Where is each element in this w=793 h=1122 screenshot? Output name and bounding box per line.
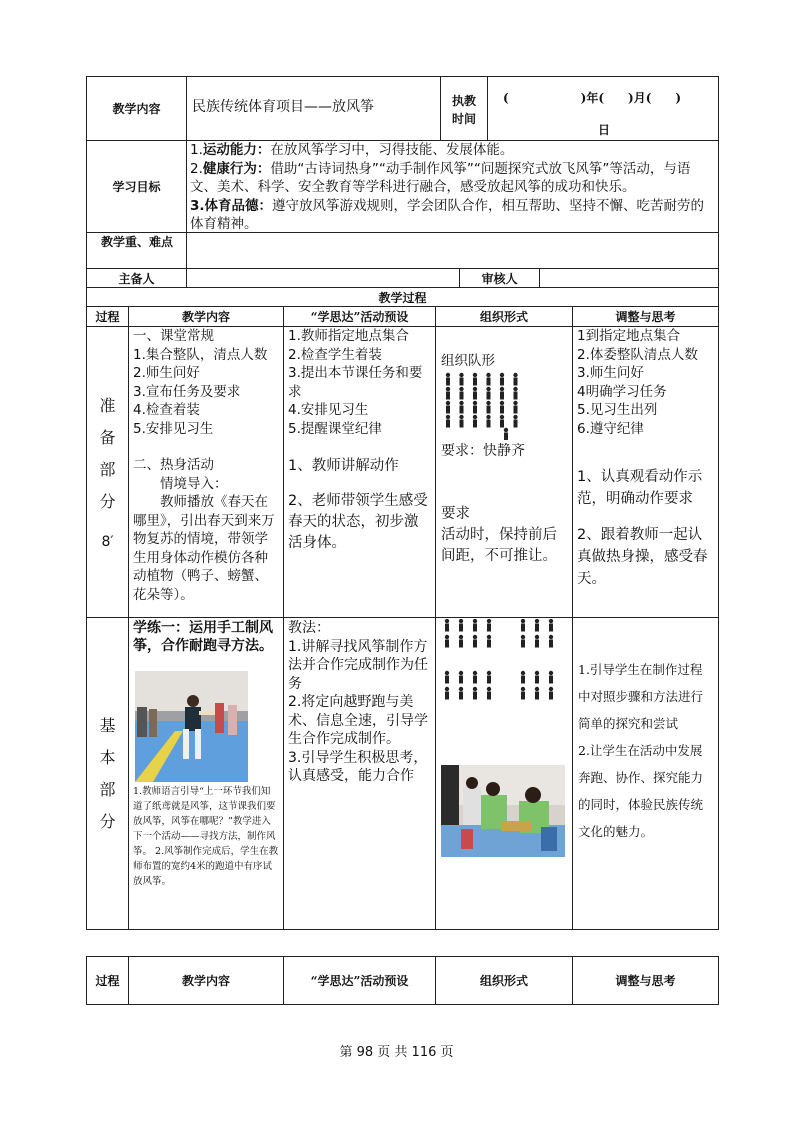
student-figure-icon	[513, 387, 517, 400]
student-figure-icon	[486, 387, 490, 400]
date-line: ( )年( )月( )	[503, 91, 682, 105]
student-figure-icon	[445, 619, 449, 632]
student-figure-icon	[459, 619, 463, 632]
basic-content-title: 学练一：运用手工制风筝，合作耐跑寻方法。	[133, 620, 273, 654]
student-figure-icon	[445, 687, 449, 700]
prep-formation-diagram	[441, 372, 571, 440]
student-figure-icon	[500, 401, 504, 414]
basic-activity: 教法： 1.讲解寻找风筝制作方法并合作完成制作为任务 2.将定向越野跑与美术、信息全速，引导学生合作完成制作。 3.引导学生积极思考，认真感受，能力合作	[288, 620, 428, 784]
student-figure-icon	[549, 619, 553, 632]
col-activity: “学思达”活动预设	[310, 310, 409, 324]
kite-making-photo	[441, 765, 565, 857]
student-figure-icon	[446, 401, 450, 414]
col-stage: 过程	[95, 310, 120, 324]
basic-adjust: 1.引导学生在制作过程中对照步骤和方法进行简单的探究和尝试 2.让学生在活动中发展奔跑、协作、探究能力的同时，体验民族传统文化的魅力。	[578, 662, 704, 839]
student-figure-icon	[446, 373, 450, 386]
content-label: 教学内容	[112, 102, 161, 116]
student-figure-icon	[473, 671, 477, 684]
col-adjust: 调整与思考	[615, 310, 676, 324]
student-figure-icon	[549, 671, 553, 684]
student-figure-icon	[487, 671, 491, 684]
student-figure-icon	[486, 415, 490, 428]
prep-org-req2: 要求	[441, 506, 470, 522]
col-organization: 组织形式	[479, 310, 528, 324]
student-figure-icon	[535, 619, 539, 632]
kite-running-photo	[135, 671, 248, 782]
student-figure-icon	[513, 373, 517, 386]
student-figure-icon	[500, 415, 504, 428]
student-figure-icon	[513, 415, 517, 428]
student-figure-icon	[445, 671, 449, 684]
student-figure-icon	[535, 635, 539, 648]
student-figure-icon	[459, 373, 463, 386]
student-figure-icon	[459, 687, 463, 700]
footer-col-stage: 过程	[95, 974, 120, 988]
date-day: 日	[598, 123, 611, 137]
content-value: 民族传统体育项目——放风筝	[192, 99, 374, 115]
basic-formation-diagram	[441, 619, 571, 711]
student-figure-icon	[521, 619, 525, 632]
page-number: 第 98 页 共 116 页	[339, 1044, 454, 1060]
student-figure-icon	[446, 387, 450, 400]
student-figure-icon	[521, 687, 525, 700]
student-figure-icon	[459, 671, 463, 684]
footer-col-adjust: 调整与思考	[615, 974, 676, 988]
student-figure-icon	[521, 635, 525, 648]
prep-activity: 1.教师指定地点集合 2.检查学生着装 3.提出本节课任务和要求 4.安排见习生 5.提醒课堂纪律 1、教师讲解动作 2、老师带领学生感受春天的状态，初步激活身体。	[288, 328, 428, 551]
student-figure-icon	[473, 387, 477, 400]
student-figure-icon	[535, 671, 539, 684]
prep-adjust: 1到指定地点集合 2.体委整队清点人数 3.师生问好 4明确学习任务 5.见习生出列 6.遵守纪律 1、认真观看动作示范，明确动作要求 2、跟着教师一起认真做热身操，感受春天。	[577, 328, 708, 587]
student-figure-icon	[487, 687, 491, 700]
student-figure-icon	[473, 687, 477, 700]
student-figure-icon	[513, 401, 517, 414]
student-figure-icon	[500, 373, 504, 386]
footer-col-organization: 组织形式	[479, 974, 528, 988]
basic-stage-label: 基 本 部 分	[99, 716, 116, 831]
student-figure-icon	[486, 401, 490, 414]
student-figure-icon	[459, 635, 463, 648]
prep-content: 一、课堂常规 1.集合整队，清点人数 2.师生问好 3.宣布任务及要求 4.检查着装 5.安排见习生 二、热身活动 情境导入： 教师播放《春天在哪里》，引出春天到来万物复苏的情境，带领学生用身体动作模仿各种动植物（鸭子、螃蟹、花朵等）。	[133, 328, 275, 603]
key-points-label: 教学重、难点	[100, 235, 173, 249]
student-figure-icon	[521, 671, 525, 684]
goals-text: 1.运动能力：在放风筝学习中，习得技能、发展体能。 2.健康行为：借助“古诗词热身”“动手制作风筝”“问题探究式放飞风筝”等活动，与语文、美术、科学、安全教育等学科进行融合，感受放起风筝的成功和快乐。 3.体育品德：遵守放风筝游戏规则，学会团队合作，相互帮助、坚持不懈、吃苦耐劳的体育精神。	[190, 142, 705, 232]
process-title: 教学过程	[378, 290, 427, 305]
student-figure-icon	[486, 373, 490, 386]
student-figure-icon	[473, 635, 477, 648]
exec-time-label: 执教 时间	[451, 94, 476, 126]
student-figure-icon	[487, 619, 491, 632]
reviewer-label: 审核人	[481, 271, 518, 286]
student-figure-icon	[549, 687, 553, 700]
student-figure-icon	[473, 401, 477, 414]
student-figure-icon	[473, 373, 477, 386]
student-figure-icon	[445, 635, 449, 648]
prep-stage-label: 准 备 部 分 8′	[99, 396, 116, 550]
student-figure-icon	[473, 415, 477, 428]
student-figure-icon	[459, 415, 463, 428]
student-figure-icon	[549, 635, 553, 648]
student-figure-icon	[504, 428, 508, 440]
goals-label: 学习目标	[112, 180, 161, 194]
prep-org-req: 要求：快静齐	[441, 443, 525, 459]
student-figure-icon	[473, 619, 477, 632]
prep-org-title: 组织队形	[441, 353, 495, 369]
student-figure-icon	[459, 387, 463, 400]
col-content: 教学内容	[181, 310, 230, 324]
student-figure-icon	[487, 635, 491, 648]
footer-col-activity: “学思达”活动预设	[310, 974, 409, 988]
preparer-label: 主备人	[118, 271, 155, 286]
student-figure-icon	[500, 387, 504, 400]
student-figure-icon	[446, 415, 450, 428]
footer-col-content: 教学内容	[181, 974, 230, 988]
prep-org-text: 活动时，保持前后间距，不可推让。	[441, 527, 557, 564]
basic-content-notes: 1.教师语言引导“上一环节我们知道了纸鸢就是风筝，这节课我们要放风筝，风筝在哪呢？”教学进入下一个活动——寻找方法，制作风筝。 2.风筝制作完成后，学生在教师布置的宽约4米的跑道中有序试放风筝。	[133, 786, 279, 887]
student-figure-icon	[459, 401, 463, 414]
student-figure-icon	[535, 687, 539, 700]
